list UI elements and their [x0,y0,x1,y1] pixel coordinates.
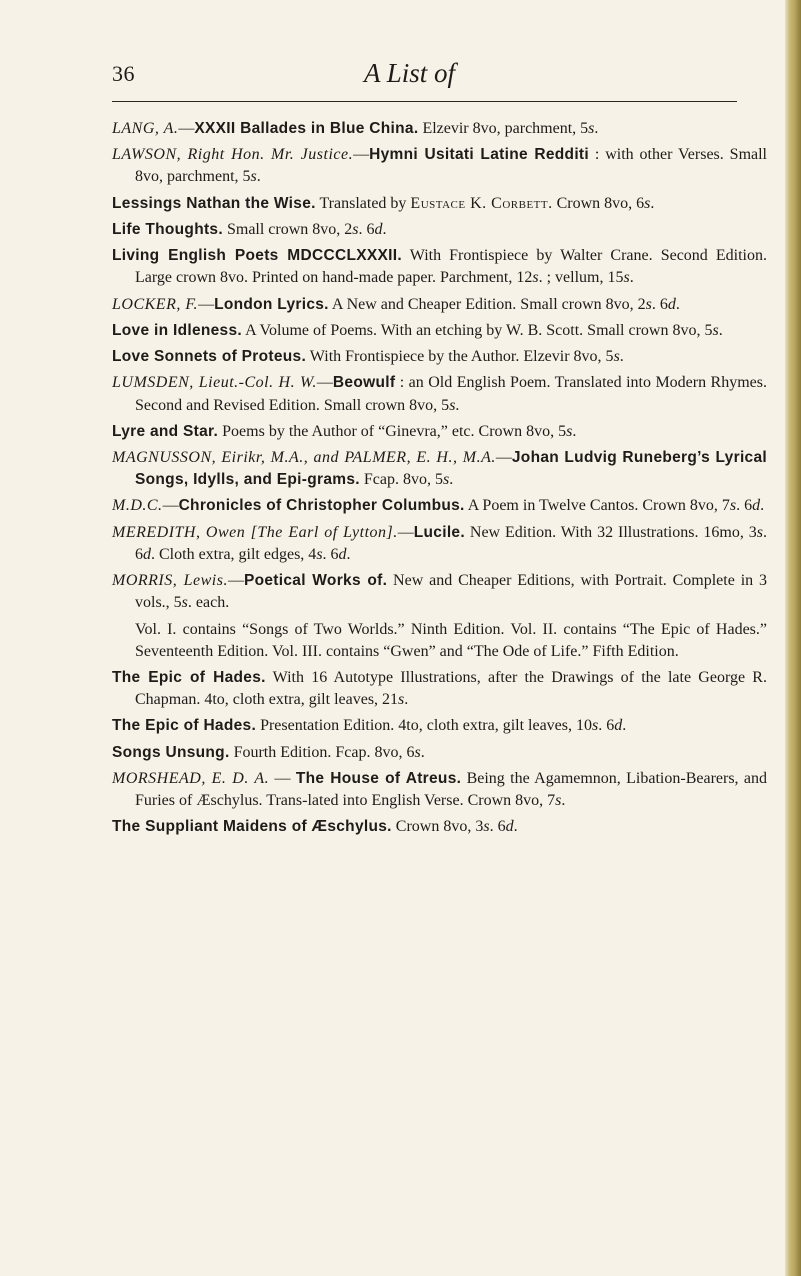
entry-text: . [622,717,627,735]
entry-text: . [572,422,577,440]
catalogue-entry [112,816,767,838]
entry-text: s [592,717,599,735]
entry-text: — [162,497,179,515]
catalogue-entry [112,421,767,443]
entry-text: s [316,545,323,563]
entry-text: s [250,168,257,186]
entry-text: : with other Verses. Small 8vo, parchment, 5 [135,146,768,186]
entry-text: — [269,769,296,787]
entry-text: Poems by the Author of “Ginevra,” etc. Crown 8vo, 5 [218,422,567,440]
entry-title: Songs Unsung. [112,743,230,761]
entry-title: Living English Poets MDCCCLXXXII. [112,247,402,265]
entry-text: d [667,295,676,313]
entry-text: d [505,818,514,836]
entry-text: . 6 [322,545,339,563]
entry-author: M.D.C. [112,497,163,515]
page-gilt-edge [785,0,801,1276]
entry-title: The House of Atreus. [295,769,462,787]
catalogue-entry [112,372,767,416]
entry-text: s [644,194,651,212]
entry-text: New and Cheaper Editions, with Portrait. Complete in 3 vols., 5 [135,572,768,612]
entry-text: With Frontispiece by the Author. Elzevir 8vo, 5 [306,348,614,366]
entry-title: Hymni Usitati Latine Redditi [369,146,589,164]
entry-text: . [455,396,460,414]
catalogue-entry [112,768,767,812]
entry-text: . 6 [598,717,615,735]
entry-title: Chronicles of Christopher Columbus. [178,497,465,515]
entry-text: . [561,791,566,809]
entry-text: . [513,818,518,836]
entry-text: . [346,545,351,563]
entry-author: LOCKER, F. [112,295,199,313]
entry-text: d [338,545,347,563]
entry-text: Presentation Edition. 4to, cloth extra, gilt leaves, 10 [256,717,593,735]
entry-author: LAWSON, Right Hon. Mr. Justice. [112,146,354,164]
entry-title: Love in Idleness. [112,321,243,339]
entry-text: . [650,194,655,212]
entry-title: XXXII Ballades in Blue China. [194,120,419,137]
entry-text: . [382,220,387,238]
entry-text: . 6 [651,295,668,313]
catalogue-entry [112,245,767,289]
entry-title: Lyre and Star. [112,422,219,440]
catalogue-entries [112,118,767,842]
entry-text: — [227,572,244,590]
catalogue-entry [112,193,767,215]
entry-text: . [256,168,261,186]
entry-text: s [623,269,630,287]
entry-volume-note: Vol. I. contains “Songs of Two Worlds.” Ninth Edition. Vol. II. contains “The Epic of Hades.” Seventeenth Edition. Vol. III. contains “Gwen” and “The Ode of Life.” Fifth Edition. [135,620,767,660]
catalogue-entry [112,495,767,517]
entry-text: s [588,120,595,137]
catalogue-entry [112,320,767,342]
entry-text: Elzevir 8vo, parchment, 5 [418,120,589,137]
catalogue-entry [112,346,767,368]
entry-text: A Poem in Twelve Cantos. Crown 8vo, 7 [464,497,730,515]
entry-text: . [760,497,765,515]
entry-text: s [398,690,405,708]
entry-text: d [374,220,383,238]
entry-text: s [756,523,763,541]
entry-text: . 6 [135,523,767,563]
catalogue-entry [112,118,767,140]
entry-title: Poetical Works of. [243,572,388,590]
entry-text: — [316,374,333,392]
entry-title: Love Sonnets of Proteus. [112,348,307,366]
entry-text: . [449,471,454,489]
entry-title: The Epic of Hades. [112,668,266,686]
entry-text: s [414,743,421,761]
entry-text: s [352,220,359,238]
entry-text: Fcap. 8vo, 5 [359,471,443,489]
entry-text: s [566,422,573,440]
entry-text: . [675,295,680,313]
entry-text: Eustace K. Corbett. [410,194,553,212]
entry-text: s [729,497,737,515]
entry-author: LUMSDEN, Lieut.-Col. H. W. [112,374,317,392]
entry-text: — [353,146,370,164]
entry-text: Translated by [315,194,411,212]
entry-title: The Suppliant Maidens of Æschylus. [112,818,392,836]
entry-text: . [619,348,624,366]
entry-text: With 16 Autotype Illustrations, after the Drawings of the late George R. Chapman. 4to, cloth extra, gilt leaves, 21 [135,668,767,708]
entry-text: d [752,497,761,515]
entry-text: . 6 [358,220,375,238]
header-rule [112,101,737,102]
page-header [112,40,737,108]
catalogue-entry [112,294,767,316]
catalogue-entry [112,522,767,566]
entry-text: New Edition. With 32 Illustrations. 16mo, 3 [464,523,757,541]
catalogue-entry [112,570,767,614]
entry-text: s [645,295,652,313]
catalogue-entry [112,742,767,764]
entry-author: MORRIS, Lewis. [112,572,228,590]
entry-text: . [629,269,634,287]
entry-text: — [178,120,195,137]
entry-text: . 6 [489,818,506,836]
entry-text: s [483,818,490,836]
entry-text: Crown 8vo, 6 [552,194,645,212]
entry-text: — [397,523,414,541]
entry-title: The Epic of Hades. [112,717,257,735]
entry-text: Crown 8vo, 3 [391,818,484,836]
entry-author: MEREDITH, Owen [The Earl of Lytton]. [112,523,398,541]
catalogue-entry [112,447,767,491]
entry-text: s [555,791,562,809]
entry-text: s [443,471,450,489]
entry-title: Lessings Nathan the Wise. [112,194,316,212]
entry-text: . [420,743,425,761]
entry-title: Life Thoughts. [112,220,223,238]
catalogue-entry [112,715,767,737]
entry-text: : an Old English Poem. Translated into Modern Rhymes. Second and Revised Edition. Small crown 8vo, 5 [135,374,768,414]
entry-text: s [449,396,456,414]
entry-text: d [614,717,623,735]
catalogue-entry [112,144,767,188]
entry-title: Johan Ludvig Runeberg’s Lyrical Songs, Idylls, and Epi-grams. [135,449,767,489]
catalogue-entry [112,667,767,711]
entry-title: Lucile. [413,523,465,541]
entry-text: d [143,545,151,563]
entry-text: . Cloth extra, gilt edges, 4 [151,545,317,563]
entry-text: — [198,295,215,313]
running-title: A List of [364,58,456,88]
entry-text: Being the Agamemnon, Libation-Bearers, and Furies of Æschylus. Trans-lated into English Verse. Crown 8vo, 7 [135,769,768,809]
entry-text: . [404,690,409,708]
entry-text: . [594,120,599,137]
entry-author: MORSHEAD, E. D. A. [112,769,270,787]
entry-text: . each. [187,594,230,612]
entry-text: A Volume of Poems. With an etching by W. B. Scott. Small crown 8vo, 5 [242,321,713,339]
entry-author: LANG, A. [112,120,179,137]
entry-title: London Lyrics. [214,295,329,313]
entry-text: s [181,594,188,612]
entry-text: s [532,269,539,287]
entry-text: . [718,321,723,339]
page-number: 36 [112,61,135,86]
entry-text: s [613,348,620,366]
entry-title: Beowulf [332,374,396,392]
entry-text: . 6 [736,497,753,515]
entry-text: . ; vellum, 15 [538,269,624,287]
catalogue-entry [112,219,767,241]
entry-text: — [495,449,512,467]
entry-text: With Frontispiece by Walter Crane. Second Edition. Large crown 8vo. Printed on hand-made paper. Parchment, 12 [135,247,767,287]
entry-text: Fourth Edition. Fcap. 8vo, 6 [229,743,415,761]
entry-text: s [712,321,719,339]
entry-text: A New and Cheaper Edition. Small crown 8vo, 2 [328,295,646,313]
entry-text: Small crown 8vo, 2 [222,220,353,238]
entry-author: MAGNUSSON, Eirikr, M.A., and PALMER, E. H., M.A. [112,449,496,467]
